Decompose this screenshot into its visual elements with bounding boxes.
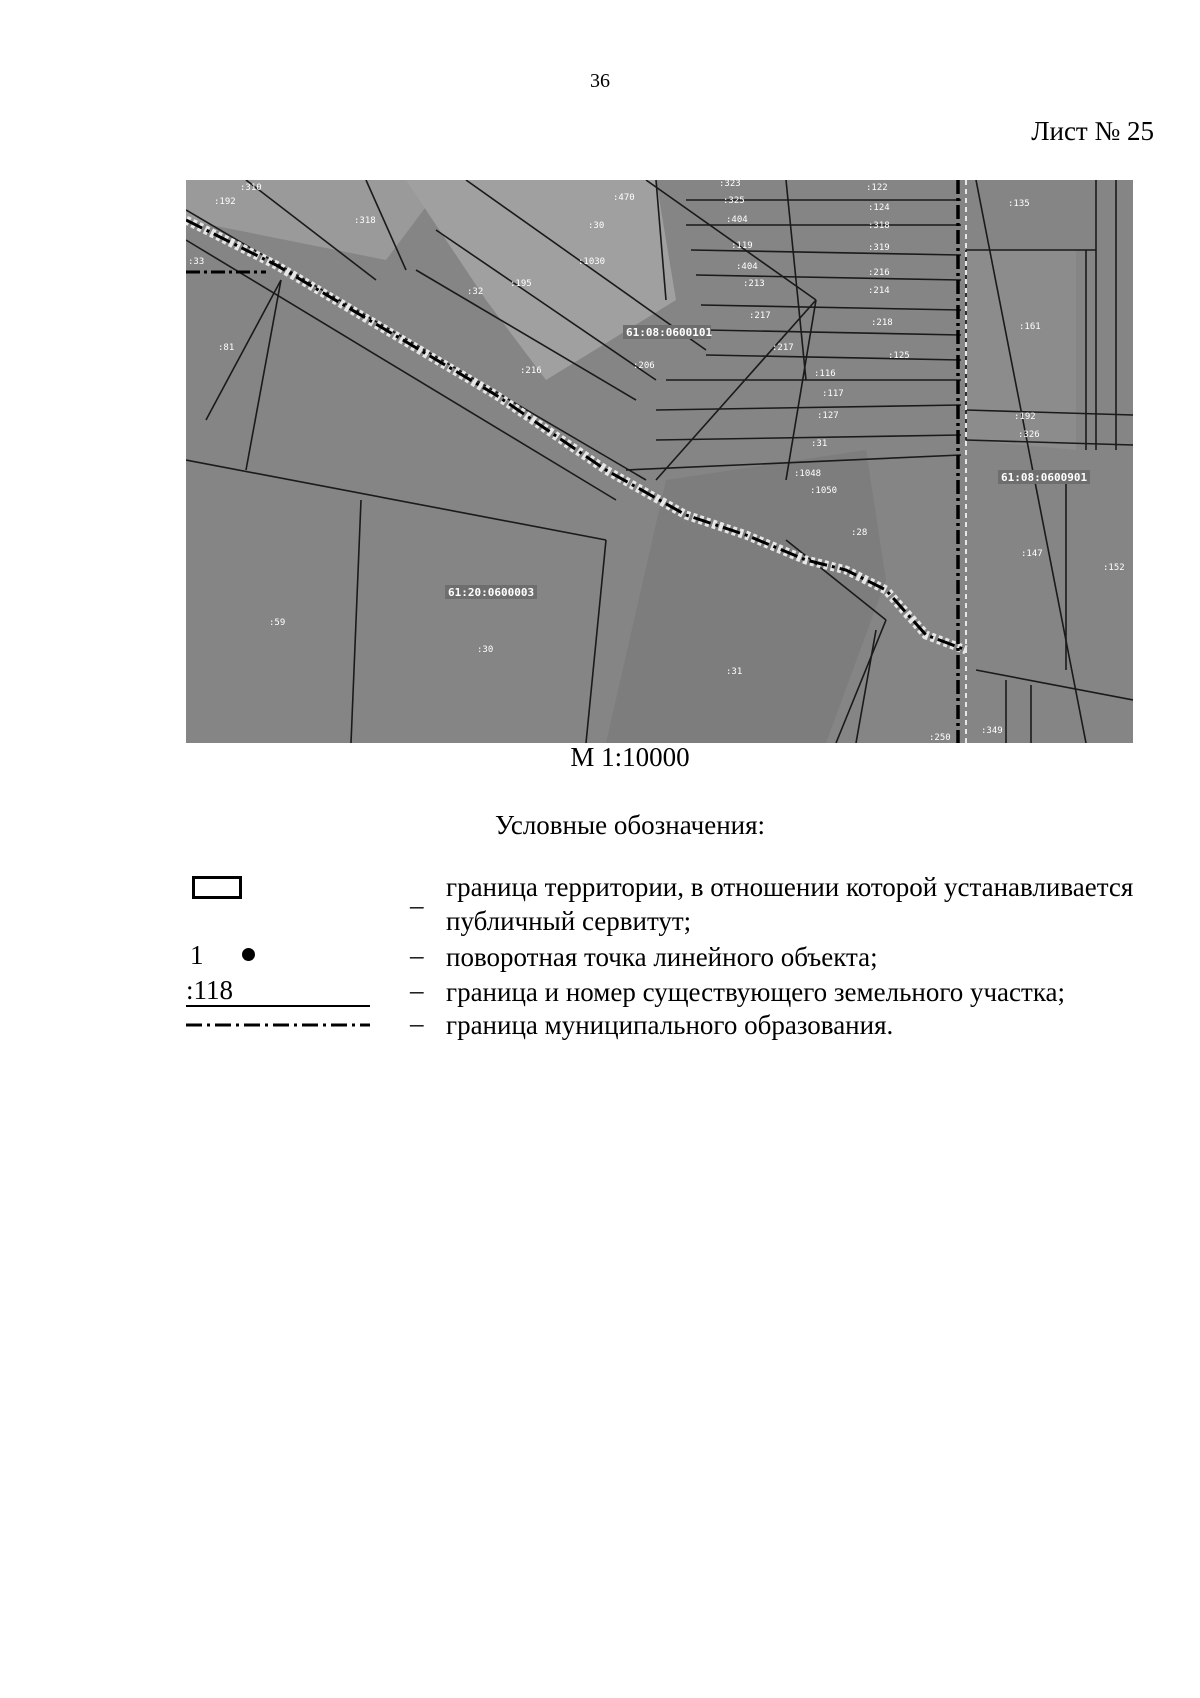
parcel-label: :218 <box>871 318 893 328</box>
parcel-label: :217 <box>749 311 771 321</box>
parcel-label: :135 <box>1008 199 1030 209</box>
legend-text: поворотная точка линейного объекта; <box>446 942 878 972</box>
parcel-label: :1030 <box>578 257 606 267</box>
parcel-label: :206 <box>633 361 655 371</box>
cadastral-block-label: 61:08:0600101 <box>626 326 713 339</box>
parcel-label: :116 <box>814 369 836 379</box>
parcel-label: :216 <box>520 366 542 376</box>
page-number: 36 <box>590 70 610 92</box>
parcel-label: :33 <box>188 257 205 267</box>
map-scale: М 1:10000 <box>570 742 690 772</box>
parcel-label: :119 <box>731 241 753 251</box>
parcel-label: :310 <box>240 183 262 193</box>
parcel-label: :124 <box>868 203 890 213</box>
parcel-label: :404 <box>736 262 758 272</box>
parcel-label: :213 <box>743 279 765 289</box>
parcel-label: :31 <box>811 439 828 449</box>
sheet-title: Лист № 25 <box>1031 116 1154 146</box>
parcel-label: :318 <box>868 221 890 231</box>
parcel-label: :125 <box>888 351 910 361</box>
parcel-label: :152 <box>1103 563 1125 573</box>
parcel-label: :122 <box>866 183 888 193</box>
map-area <box>406 180 676 380</box>
parcel-label: :30 <box>477 645 494 655</box>
parcel-label: :250 <box>929 733 951 743</box>
municipal-boundary-symbol <box>186 1020 370 1030</box>
parcel-label: :32 <box>467 287 484 297</box>
parcel-label: :318 <box>354 216 376 226</box>
cadastral-block-label: 61:20:0600003 <box>448 586 535 599</box>
parcel-label: :192 <box>1014 412 1036 422</box>
parcel-label: :349 <box>981 726 1003 736</box>
turning-point-number: 1 <box>190 940 204 970</box>
parcel-label: :217 <box>772 343 794 353</box>
parcel-label: :192 <box>214 197 236 207</box>
parcel-number-symbol: :118 <box>186 975 233 1005</box>
legend-title: Условные обозначения: <box>494 810 766 840</box>
servitude-boundary-symbol <box>192 876 242 899</box>
parcel-label: :161 <box>1019 322 1041 332</box>
parcel-label: :470 <box>613 193 635 203</box>
parcel-label: :127 <box>817 411 839 421</box>
legend-text: граница и номер существующего земельного участка; <box>446 977 1066 1007</box>
parcel-label: :325 <box>723 196 745 206</box>
legend-dash: – <box>410 890 424 920</box>
legend-text: граница муниципального образования. <box>446 1010 894 1040</box>
turning-point-symbol <box>242 948 255 961</box>
parcel-label: :326 <box>1018 430 1040 440</box>
legend-dash: – <box>410 975 424 1005</box>
parcel-boundary-symbol <box>186 1005 370 1007</box>
cadastral-map <box>186 180 1133 743</box>
legend-dash: – <box>410 940 424 970</box>
map-area <box>186 180 446 260</box>
parcel-label: :216 <box>868 268 890 278</box>
parcel-label: :30 <box>588 221 605 231</box>
parcel-label: :59 <box>269 618 286 628</box>
legend-text: граница территории, в отношении которой устанавливается публичный сервитут; <box>446 872 1134 936</box>
parcel-label: :404 <box>726 215 748 225</box>
parcel-label: :81 <box>218 343 235 353</box>
parcel-label: :214 <box>868 286 890 296</box>
parcel-label: :1048 <box>794 469 822 479</box>
cadastral-block-label: 61:08:0600901 <box>1001 471 1088 484</box>
parcel-label: :319 <box>868 243 890 253</box>
parcel-label: :28 <box>851 528 868 538</box>
parcel-label: :323 <box>719 180 741 189</box>
parcel-label: :147 <box>1021 549 1043 559</box>
parcel-label: :1050 <box>810 486 838 496</box>
map-drawing <box>186 180 1133 743</box>
parcel-label: :31 <box>726 667 743 677</box>
parcel-label: :117 <box>822 389 844 399</box>
parcel-label: :195 <box>510 279 532 289</box>
legend-dash: – <box>410 1008 424 1038</box>
